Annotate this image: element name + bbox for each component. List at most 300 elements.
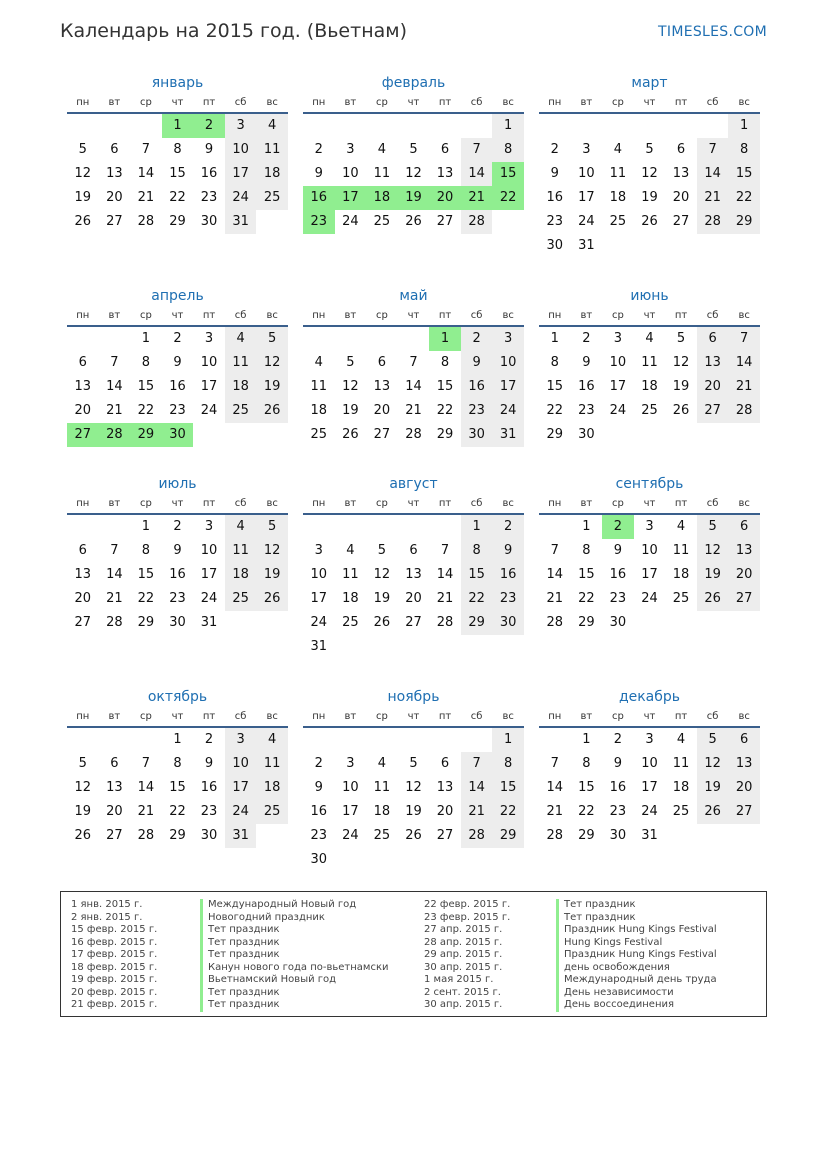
day-cell: 4 [314, 355, 323, 370]
weekday-label: вс [738, 310, 750, 321]
day-cell: 4 [613, 142, 623, 157]
legend-holiday-date: 19 февр. 2015 г. [71, 974, 158, 985]
day-cell: 10 [225, 752, 257, 776]
day-cell: 13 [373, 379, 391, 394]
day-cell: 27 [672, 214, 690, 229]
weekday-label: вс [502, 97, 514, 108]
day-cell: 15 [137, 567, 155, 582]
day-cell: 4 [256, 728, 288, 752]
page-title: Календарь на 2015 год. (Вьетнам) [60, 20, 408, 42]
legend-holiday-name: Новогодний праздник [200, 912, 389, 925]
day-cell: 7 [409, 355, 418, 370]
day-cell: 10 [225, 138, 257, 162]
weekday-label: чт [171, 498, 184, 509]
day-cell: 19 [373, 591, 391, 606]
day-cell: 19 [256, 563, 288, 587]
holiday-day-cell: 28 [99, 423, 131, 447]
day-cell: 18 [310, 403, 328, 418]
weekday-header [303, 495, 524, 515]
day-cell: 3 [204, 331, 214, 346]
weekday-label: чт [407, 310, 420, 321]
day-cell: 25 [641, 403, 658, 418]
day-cell: 9 [314, 780, 323, 795]
day-grid [67, 515, 288, 635]
day-cell: 11 [225, 351, 257, 375]
day-grid [539, 327, 760, 447]
day-cell: 26 [256, 399, 288, 423]
legend-holiday-date: 30 апр. 2015 г. [424, 961, 503, 973]
day-cell: 22 [578, 591, 595, 606]
weekday-header [303, 307, 524, 327]
day-cell: 21 [546, 591, 564, 606]
day-cell: 27 [728, 800, 760, 824]
day-cell: 8 [582, 756, 591, 771]
weekday-label: ср [611, 97, 624, 108]
day-cell: 6 [409, 543, 418, 558]
day-cell: 29 [436, 427, 454, 442]
day-cell: 10 [200, 355, 218, 370]
holiday-day-cell: 2 [193, 114, 225, 138]
day-cell: 20 [672, 190, 690, 205]
day-cell: 13 [74, 379, 92, 394]
month-block [67, 686, 288, 848]
empty-cell [130, 728, 162, 752]
day-cell: 8 [173, 756, 182, 771]
day-cell: 21 [106, 591, 123, 606]
legend-holiday-date: 29 апр. 2015 г. [424, 949, 503, 960]
day-cell: 18 [256, 776, 288, 800]
holiday-day-cell: 29 [130, 423, 162, 447]
day-cell: 16 [609, 567, 627, 582]
day-cell: 24 [609, 403, 627, 418]
weekday-label: ср [611, 310, 624, 321]
day-cell: 2 [613, 732, 623, 747]
empty-cell [366, 114, 398, 138]
day-grid [303, 114, 524, 234]
day-cell: 20 [106, 804, 123, 819]
day-cell: 14 [546, 780, 564, 795]
empty-cell [99, 327, 131, 351]
legend-holiday-date: 18 февр. 2015 г. [71, 961, 158, 973]
day-cell: 1 [173, 732, 182, 747]
weekday-label: ср [139, 97, 152, 108]
day-cell: 9 [173, 543, 182, 558]
day-cell: 12 [672, 355, 690, 370]
day-cell: 23 [609, 804, 627, 819]
day-cell: 20 [74, 591, 92, 606]
month-name: сентябрь [615, 476, 684, 492]
weekday-header [539, 495, 760, 515]
empty-cell [697, 114, 729, 138]
day-cell: 25 [256, 800, 288, 824]
day-cell: 6 [728, 728, 760, 752]
day-cell: 16 [310, 804, 328, 819]
day-cell: 28 [461, 210, 493, 234]
day-cell: 25 [609, 214, 627, 229]
day-cell: 9 [613, 543, 623, 558]
weekday-label: пт [202, 97, 216, 108]
day-cell: 6 [697, 327, 729, 351]
day-cell: 15 [169, 166, 186, 181]
day-cell: 23 [200, 190, 218, 205]
weekday-label: пн [548, 498, 562, 509]
day-cell: 3 [613, 331, 623, 346]
month-block [303, 686, 524, 872]
day-cell: 3 [225, 114, 257, 138]
day-cell: 9 [204, 756, 214, 771]
day-grid [303, 728, 524, 872]
empty-cell [429, 728, 461, 752]
day-cell: 22 [578, 804, 595, 819]
day-cell: 20 [373, 403, 391, 418]
weekday-label: чт [643, 97, 656, 108]
holiday-day-cell: 16 [303, 186, 335, 210]
day-cell: 8 [141, 355, 151, 370]
empty-cell [398, 728, 430, 752]
day-cell: 19 [641, 190, 658, 205]
day-cell: 3 [314, 543, 323, 558]
weekday-label: ср [139, 310, 152, 321]
day-cell: 29 [461, 611, 493, 635]
weekday-label: вс [738, 97, 750, 108]
holiday-day-cell: 21 [461, 186, 493, 210]
day-cell: 24 [225, 800, 257, 824]
legend-holiday-date: 21 февр. 2015 г. [71, 999, 158, 1010]
month-block [67, 473, 288, 635]
day-cell: 3 [204, 519, 214, 534]
weekday-label: пн [312, 97, 326, 108]
legend-holiday-name: Тет праздник [200, 924, 389, 937]
weekday-label: ср [375, 711, 388, 722]
day-cell: 21 [697, 186, 729, 210]
day-cell: 14 [106, 567, 123, 582]
weekday-label: чт [643, 310, 656, 321]
day-cell: 26 [373, 615, 391, 630]
weekday-label: пн [312, 498, 326, 509]
day-cell: 3 [346, 142, 355, 157]
weekday-label: вт [344, 97, 357, 108]
day-cell: 17 [225, 162, 257, 186]
day-cell: 22 [546, 403, 564, 418]
day-cell: 14 [137, 780, 155, 795]
day-cell: 16 [169, 567, 186, 582]
day-cell: 5 [409, 756, 418, 771]
day-cell: 1 [461, 515, 493, 539]
empty-cell [99, 728, 131, 752]
day-cell: 27 [728, 587, 760, 611]
empty-cell [67, 515, 99, 539]
month-name: октябрь [147, 689, 208, 705]
legend-holiday-date: 27 апр. 2015 г. [424, 924, 503, 935]
day-cell: 24 [200, 591, 218, 606]
day-cell: 1 [492, 728, 524, 752]
day-cell: 16 [169, 379, 186, 394]
day-cell: 9 [173, 355, 182, 370]
day-cell: 4 [256, 114, 288, 138]
legend-right-names [556, 899, 717, 1012]
day-cell: 5 [78, 142, 87, 157]
holiday-day-cell: 1 [429, 327, 461, 351]
day-cell: 15 [546, 379, 564, 394]
day-cell: 4 [225, 515, 257, 539]
day-grid [67, 114, 288, 234]
day-cell: 18 [225, 563, 257, 587]
day-cell: 5 [697, 728, 729, 752]
day-cell: 3 [346, 756, 355, 771]
day-cell: 29 [728, 210, 760, 234]
weekday-header [303, 708, 524, 728]
weekday-label: пн [76, 97, 90, 108]
day-cell: 13 [106, 166, 123, 181]
empty-cell [602, 114, 634, 138]
day-cell: 7 [461, 138, 493, 162]
day-grid [539, 728, 760, 848]
day-cell: 9 [550, 166, 559, 181]
day-cell: 24 [492, 399, 524, 423]
legend-holiday-date: 23 февр. 2015 г. [424, 911, 511, 923]
day-cell: 7 [141, 756, 151, 771]
weekday-label: вт [108, 97, 121, 108]
day-cell: 26 [74, 214, 92, 229]
day-cell: 4 [676, 519, 686, 534]
day-cell: 8 [728, 138, 760, 162]
day-cell: 26 [405, 214, 422, 229]
weekday-label: пт [438, 498, 452, 509]
day-cell: 4 [377, 142, 387, 157]
day-cell: 11 [641, 355, 658, 370]
weekday-label: сб [234, 97, 247, 108]
day-cell: 4 [225, 327, 257, 351]
day-cell: 20 [728, 776, 760, 800]
day-cell: 18 [256, 162, 288, 186]
day-grid [303, 515, 524, 659]
weekday-label: вс [266, 711, 278, 722]
day-cell: 11 [256, 752, 288, 776]
site-brand-link[interactable]: TIMESLES.COM [658, 24, 767, 40]
day-cell: 12 [405, 166, 422, 181]
weekday-header [67, 495, 288, 515]
day-cell: 16 [200, 780, 218, 795]
day-cell: 30 [546, 238, 564, 253]
day-cell: 9 [492, 539, 524, 563]
day-cell: 27 [106, 828, 123, 843]
holiday-legend [60, 891, 767, 1017]
day-cell: 7 [110, 543, 119, 558]
empty-cell [335, 114, 367, 138]
weekday-label: вт [580, 97, 593, 108]
weekday-label: вт [344, 498, 357, 509]
day-cell: 2 [550, 142, 559, 157]
legend-holiday-date: 17 февр. 2015 г. [71, 949, 158, 960]
day-cell: 21 [137, 190, 155, 205]
day-cell: 10 [609, 355, 627, 370]
day-cell: 10 [641, 756, 658, 771]
day-cell: 17 [225, 776, 257, 800]
day-cell: 27 [436, 214, 454, 229]
day-cell: 11 [310, 379, 328, 394]
day-cell: 1 [728, 114, 760, 138]
day-cell: 31 [641, 828, 658, 843]
day-cell: 17 [310, 591, 328, 606]
weekday-label: пн [548, 97, 562, 108]
legend-holiday-name: день освобождения [556, 962, 717, 975]
holiday-day-cell: 23 [303, 210, 335, 234]
day-cell: 18 [225, 375, 257, 399]
empty-cell [539, 515, 571, 539]
month-block [539, 72, 760, 258]
day-cell: 14 [728, 351, 760, 375]
day-cell: 13 [697, 351, 729, 375]
weekday-label: сб [234, 711, 247, 722]
day-cell: 22 [169, 190, 186, 205]
day-cell: 21 [106, 403, 123, 418]
day-cell: 26 [405, 828, 422, 843]
month-block [303, 473, 524, 659]
day-cell: 20 [728, 563, 760, 587]
day-cell: 17 [200, 567, 218, 582]
weekday-label: сб [470, 711, 483, 722]
day-cell: 1 [492, 114, 524, 138]
day-cell: 6 [377, 355, 387, 370]
legend-holiday-name: Тет праздник [200, 987, 389, 1000]
weekday-label: пн [76, 498, 90, 509]
day-cell: 28 [461, 824, 493, 848]
weekday-label: ср [375, 498, 388, 509]
day-cell: 19 [697, 563, 729, 587]
day-cell: 11 [373, 166, 391, 181]
weekday-label: сб [470, 498, 483, 509]
day-cell: 9 [582, 355, 591, 370]
day-cell: 25 [373, 828, 391, 843]
day-cell: 7 [550, 756, 559, 771]
legend-holiday-name: Праздник Hung Kings Festival [556, 949, 717, 962]
weekday-label: чт [407, 97, 420, 108]
weekday-label: пт [674, 498, 688, 509]
day-cell: 25 [256, 186, 288, 210]
day-cell: 26 [697, 800, 729, 824]
weekday-label: ср [611, 498, 624, 509]
month-name: август [389, 476, 438, 492]
holiday-day-cell: 30 [162, 423, 194, 447]
day-grid [539, 114, 760, 258]
day-cell: 23 [492, 587, 524, 611]
day-cell: 28 [728, 399, 760, 423]
legend-holiday-date: 2 янв. 2015 г. [71, 911, 143, 923]
day-cell: 20 [436, 804, 454, 819]
day-cell: 6 [676, 142, 686, 157]
day-cell: 9 [314, 166, 323, 181]
day-cell: 7 [141, 142, 151, 157]
day-grid [67, 728, 288, 848]
day-cell: 7 [697, 138, 729, 162]
weekday-label: вт [108, 711, 121, 722]
day-cell: 11 [256, 138, 288, 162]
day-cell: 26 [256, 587, 288, 611]
month-block [539, 686, 760, 848]
weekday-label: вс [266, 310, 278, 321]
day-cell: 4 [377, 756, 387, 771]
day-cell: 16 [609, 780, 627, 795]
day-cell: 27 [106, 214, 123, 229]
weekday-label: пн [76, 711, 90, 722]
day-cell: 13 [672, 166, 690, 181]
day-cell: 18 [641, 379, 658, 394]
day-cell: 21 [728, 375, 760, 399]
day-cell: 26 [342, 427, 359, 442]
empty-cell [429, 515, 461, 539]
weekday-label: ср [139, 498, 152, 509]
legend-holiday-name: Вьетнамский Новый год [200, 974, 389, 987]
weekday-label: вс [738, 711, 750, 722]
day-cell: 16 [492, 563, 524, 587]
day-cell: 8 [173, 142, 182, 157]
weekday-label: сб [706, 498, 719, 509]
day-cell: 14 [461, 162, 493, 186]
legend-holiday-name: Тет праздник [200, 999, 389, 1012]
empty-cell [67, 728, 99, 752]
holiday-day-cell: 20 [429, 186, 461, 210]
legend-holiday-name: Тет праздник [556, 899, 717, 912]
weekday-label: пн [548, 711, 562, 722]
weekday-label: чт [407, 498, 420, 509]
day-cell: 21 [436, 591, 454, 606]
month-block [67, 72, 288, 234]
legend-holiday-name: Праздник Hung Kings Festival [556, 924, 717, 937]
day-cell: 8 [492, 752, 524, 776]
day-cell: 15 [436, 379, 454, 394]
day-cell: 11 [342, 567, 359, 582]
empty-cell [335, 515, 367, 539]
weekday-label: вт [108, 310, 121, 321]
day-cell: 13 [106, 780, 123, 795]
day-cell: 31 [310, 639, 328, 654]
weekday-label: ср [375, 97, 388, 108]
day-cell: 2 [314, 756, 323, 771]
day-cell: 16 [546, 190, 564, 205]
day-cell: 2 [314, 142, 323, 157]
day-cell: 28 [137, 828, 155, 843]
day-cell: 22 [461, 587, 493, 611]
day-cell: 28 [697, 210, 729, 234]
day-cell: 14 [697, 162, 729, 186]
day-cell: 29 [578, 615, 595, 630]
legend-holiday-name: День воссоединения [556, 999, 717, 1012]
day-cell: 7 [110, 355, 119, 370]
day-cell: 31 [200, 615, 218, 630]
holiday-day-cell: 18 [366, 186, 398, 210]
day-cell: 1 [141, 331, 151, 346]
day-cell: 27 [436, 828, 454, 843]
month-block [67, 285, 288, 447]
weekday-label: вс [266, 97, 278, 108]
day-cell: 25 [225, 399, 257, 423]
month-name: март [631, 75, 668, 91]
weekday-label: вт [580, 498, 593, 509]
empty-cell [571, 114, 603, 138]
month-name: февраль [381, 75, 446, 91]
day-cell: 16 [200, 166, 218, 181]
day-cell: 14 [106, 379, 123, 394]
legend-holiday-name: Тет праздник [200, 937, 389, 950]
day-cell: 22 [728, 186, 760, 210]
day-cell: 23 [169, 591, 186, 606]
month-name: июль [158, 476, 197, 492]
day-cell: 2 [492, 515, 524, 539]
legend-holiday-date: 15 февр. 2015 г. [71, 924, 158, 935]
weekday-label: пн [548, 310, 562, 321]
day-cell: 14 [461, 776, 493, 800]
day-cell: 7 [550, 543, 559, 558]
